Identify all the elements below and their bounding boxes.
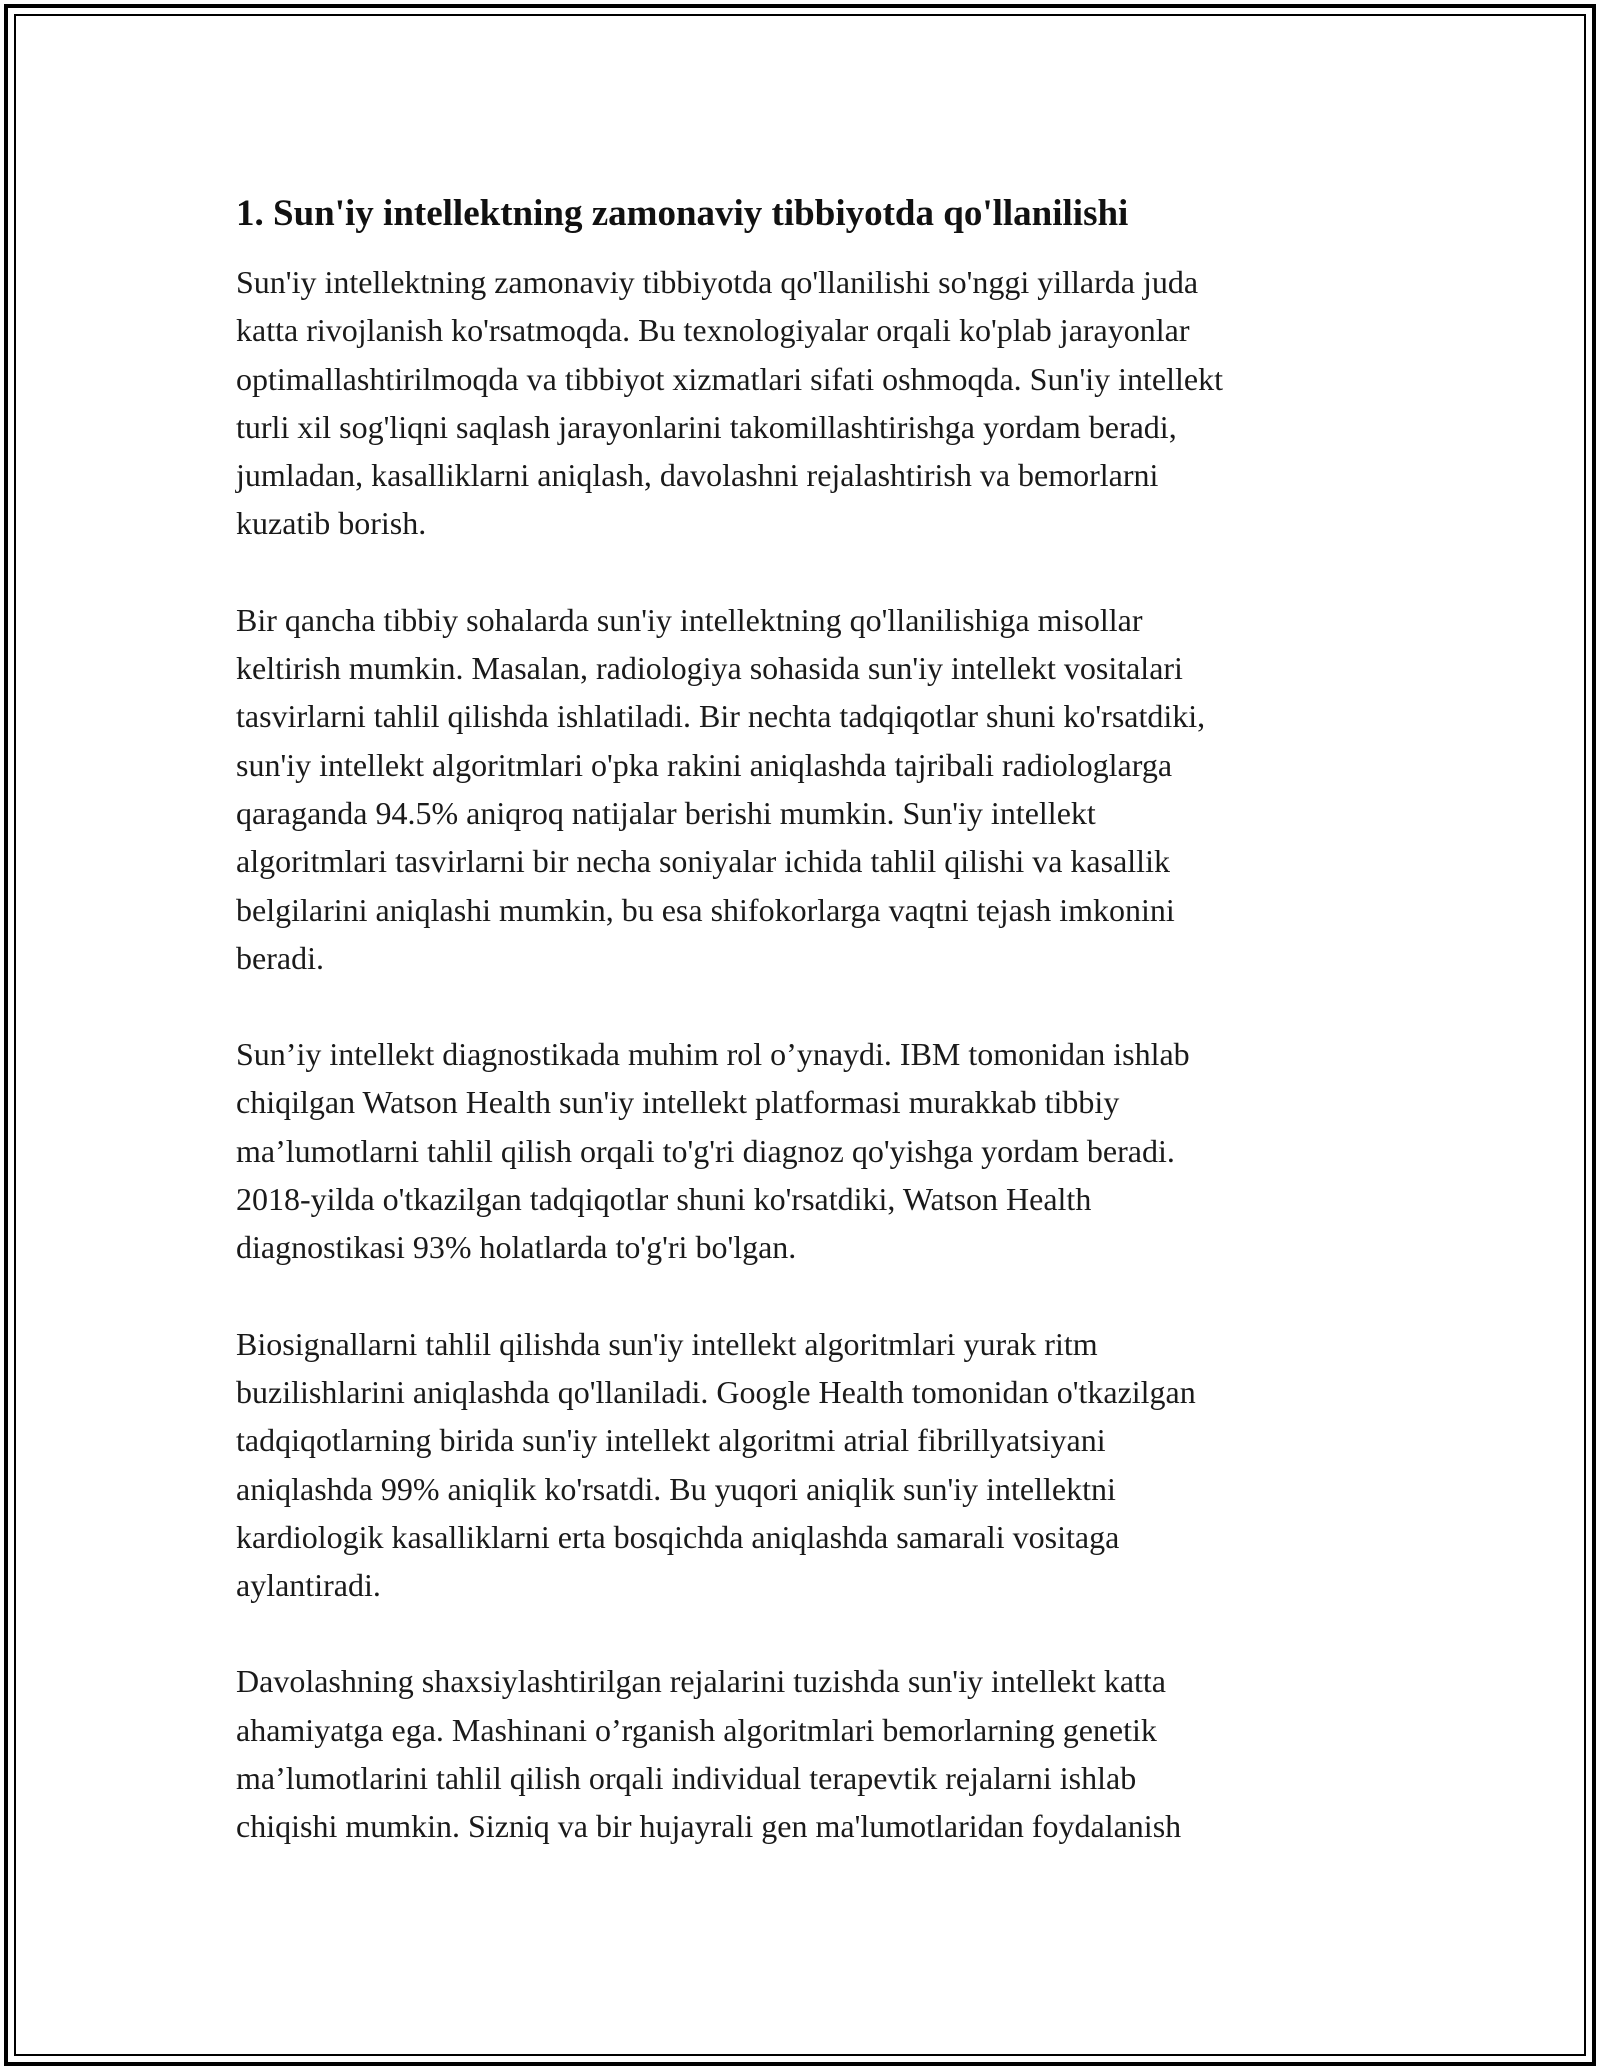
text-line: optimallashtirilmoqda va tibbiyot xizmatlari sifati oshmoqda. Sun'iy intellekt (236, 360, 1223, 397)
text-line: ahamiyatga ega. Mashinani o’rganish algoritmlari bemorlarning genetik (236, 1711, 1157, 1748)
text-line: ma’lumotlarini tahlil qilish orqali individual terapevtik rejalarni ishlab (236, 1760, 1137, 1797)
text-line: kardiologik kasalliklarni erta bosqichda aniqlashda samarali vositaga (236, 1518, 1120, 1555)
text-line: Biosignallarni tahlil qilishda sun'iy intellekt algoritmlari yurak ritm (236, 1325, 1098, 1362)
text-line: belgilarini aniqlashi mumkin, bu esa shifokorlarga vaqtni tejash imkonini (236, 891, 1175, 928)
text-line: diagnostikasi 93% holatlarda to'g'ri bo'lgan. (236, 1229, 797, 1266)
text-line: kuzatib borish. (236, 505, 427, 542)
text-line: Bir qancha tibbiy sohalarda sun'iy intellektning qo'llanilishiga misollar (236, 601, 1143, 638)
text-line: chiqilgan Watson Health sun'iy intellekt platformasi murakkab tibbiy (236, 1084, 1120, 1121)
text-line: aniqlashda 99% aniqlik ko'rsatdi. Bu yuqori aniqlik sun'iy intellektni (236, 1470, 1116, 1507)
text-line: Davolashning shaxsiylashtirilgan rejalarini tuzishda sun'iy intellekt katta (236, 1663, 1166, 1700)
text-line: turli xil sog'liqni saqlash jarayonlarini takomillashtirishga yordam beradi, (236, 408, 1177, 445)
text-line: keltirish mumkin. Masalan, radiologiya sohasida sun'iy intellekt vositalari (236, 650, 1183, 687)
text-line: jumladan, kasalliklarni aniqlash, davolashni rejalashtirish va bemorlarni (236, 457, 1159, 494)
paragraph (236, 1657, 1386, 1850)
text-line: ma’lumotlarni tahlil qilish orqali to'g'ri diagnoz qo'yishga yordam beradi. (236, 1132, 1175, 1169)
paragraph (236, 258, 1386, 548)
text-line: Sun'iy intellektning zamonaviy tibbiyotda qo'llanilishi so'nggi yillarda juda (236, 264, 1199, 300)
paragraph (236, 1030, 1386, 1271)
text-line: sun'iy intellekt algoritmlari o'pka rakini aniqlashda tajribali radiologlarga (236, 746, 1173, 783)
text-line: 2018-yilda o'tkazilgan tadqiqotlar shuni ko'rsatdiki, Watson Health (236, 1181, 1092, 1218)
text-line: buzilishlarini aniqlashda qo'llaniladi. Google Health tomonidan o'tkazilgan (236, 1373, 1196, 1410)
text-line: katta rivojlanish ko'rsatmoqda. Bu texnologiyalar orqali ko'plab jarayonlar (236, 312, 1190, 349)
paragraph-list (236, 258, 1386, 1851)
paragraph (236, 1320, 1386, 1610)
text-line: aylantiradi. (236, 1567, 381, 1604)
text-line: tadqiqotlarning birida sun'iy intellekt algoritmi atrial fibrillyatsiyani (236, 1422, 1106, 1459)
paragraph (236, 596, 1386, 982)
text-line: Sun’iy intellekt diagnostikada muhim rol o’ynaydi. IBM tomonidan ishlab (236, 1036, 1190, 1073)
text-line: beradi. (236, 939, 324, 976)
text-line: chiqishi mumkin. Sizniq va bir hujayrali gen ma'lumotlaridan foydalanish (236, 1808, 1182, 1845)
text-line: tasvirlarni tahlil qilishda ishlatiladi. Bir nechta tadqiqotlar shuni ko'rsatdiki, (236, 698, 1206, 735)
text-line: algoritmlari tasvirlarni bir necha soniyalar ichida tahlil qilishi va kasallik (236, 843, 1170, 880)
document-body (236, 188, 1386, 1899)
text-line: qaraganda 94.5% aniqroq natijalar berishi mumkin. Sun'iy intellekt (236, 794, 1096, 831)
section-heading: 1. Sun'iy intellektning zamonaviy tibbiyotda qo'llanilishi (236, 193, 1129, 234)
